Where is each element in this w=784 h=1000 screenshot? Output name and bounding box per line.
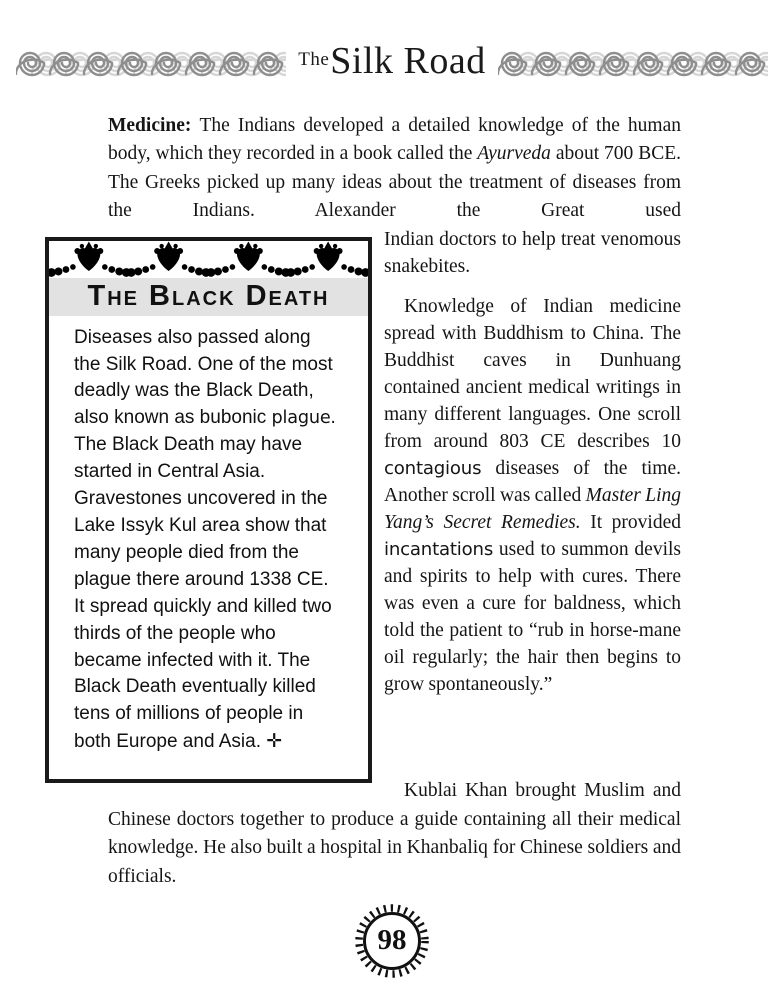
wave-spiral-ornaments-left-icon (16, 47, 286, 81)
page-number-badge (352, 901, 432, 981)
wave-spiral-ornaments-right-icon (498, 47, 768, 81)
sidebar-title: The Black Death (87, 280, 330, 313)
sidebar-body-text: Diseases also passed along the Silk Road. One of the most deadly was the Black Death, also known as bubonic plague. The Black Death may have started in Central Asia. Gravestones uncovered in the Lake Issyk Kul area show that many people died from the plague there around 1338 CE. It spread quickly and killed two thirds of the people who became infected with it. The Black Death eventually killed tens of millions of people in both Europe and Asia. ✛ (74, 326, 336, 753)
snakebites-paragraph: Indian doctors to help treat venomous snakebites. (384, 228, 681, 277)
medicine-paragraph: Medicine: The Indians developed a detailed knowledge of the human body, which they recorded in a book called the Ayurveda about 700 BCE. The Greeks picked up many ideas about the treatment of diseases from the Indians. Alexander the Great used (108, 115, 681, 222)
page-title (298, 40, 486, 82)
article-body (45, 112, 681, 783)
page-number: 98 (377, 923, 407, 956)
sidebar-title-banner (49, 278, 368, 316)
title-text: Silk Road (330, 40, 486, 82)
kublai-khan-paragraph: Kublai Khan brought Muslim and Chinese doctors together to produce a guide containing all their medical knowledge. He also built a hospital in Khanbaliq for Chinese soldiers and officials. (108, 780, 681, 887)
indian-medicine-paragraph: Knowledge of Indian medicine spread with Buddhism to China. The Buddhist caves in Dunhuang contained ancient medical writings in many different languages. One scroll from around 803 CE describes 10 contagious diseases of the time. Another scroll was called Master Ling Yang’s Secret Remedies. It provided incantations used to summon devils and spirits to help with cures. There was even a cure for baldness, which told the patient to “rub in horse-mane oil regularly; the hair then begins to grow spontaneously.” (384, 295, 682, 695)
black-death-sidebar-box (45, 237, 372, 783)
page-header (0, 40, 784, 88)
title-prefix: The (298, 49, 330, 70)
heart-garland-border-icon (49, 241, 368, 278)
